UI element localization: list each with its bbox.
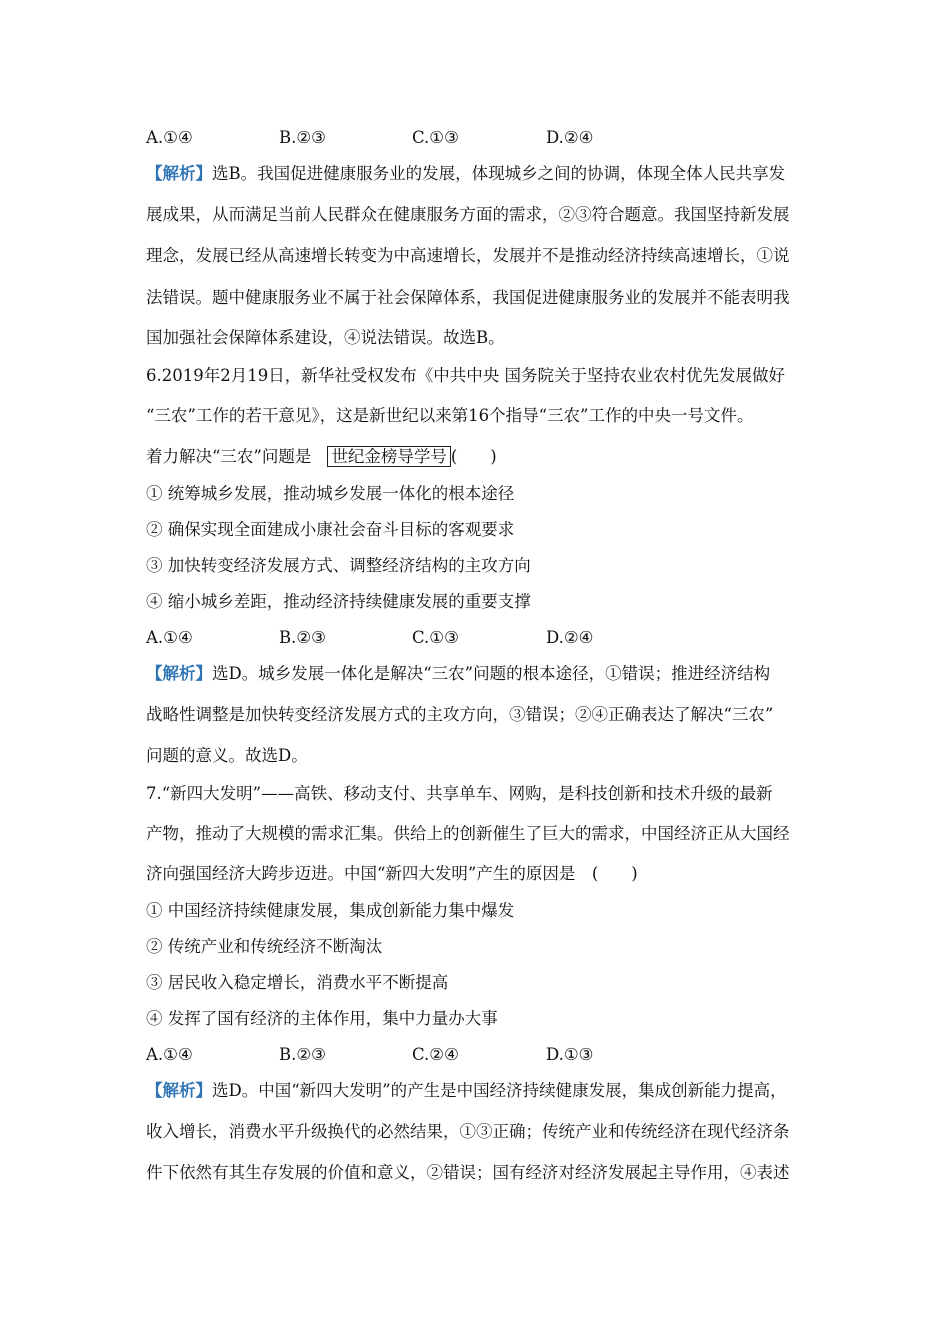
q7-item-2: ② 传统产业和传统经济不断淘汰 — [146, 937, 383, 956]
q5-analysis-line-3: 理念，发展已经从高速增长转变为中高速增长，发展并不是推动经济持续高速增长，①说 — [146, 246, 790, 265]
q6-item-3: ③ 加快转变经济发展方式、调整经济结构的主攻方向 — [146, 556, 531, 575]
q5-analysis-line-4: 法错误。题中健康服务业不属于社会保障体系，我国促进健康服务业的发展并不能表明我 — [146, 288, 790, 307]
q7-option-d: D.①③ — [546, 1045, 594, 1064]
q5-analysis-line-2: 展成果，从而满足当前人民群众在健康服务方面的需求，②③符合题意。我国坚持新发展 — [146, 205, 790, 224]
q6-stem-line-1: 6.2019年2月19日，新华社受权发布《中共中央 国务院关于坚持农业农村优先发展做好 — [146, 366, 785, 385]
q6-stem-line-3: 着力解决“三农”问题是 世纪金榜导学号 ( ) — [146, 447, 497, 466]
q6-analysis-line-3: 问题的意义。故选D。 — [146, 746, 308, 765]
q7-option-c: C.②④ — [412, 1045, 459, 1064]
q6-stem-line-2: “三农”工作的若干意见》，这是新世纪以来第16个指导“三农”工作的中央一号文件。 — [146, 406, 754, 425]
analysis-tag: 【解析】 — [146, 664, 212, 683]
q7-option-b: B.②③ — [279, 1045, 326, 1064]
q6-option-b: B.②③ — [279, 628, 326, 647]
q6-item-1: ① 统筹城乡发展，推动城乡发展一体化的根本途径 — [146, 484, 515, 503]
q5-option-b: B.②③ — [279, 128, 326, 147]
q7-analysis-line-3: 件下依然有其生存发展的价值和意义，②错误；国有经济对经济发展起主导作用，④表述 — [146, 1163, 790, 1182]
q7-analysis-line-2: 收入增长，消费水平升级换代的必然结果，①③正确；传统产业和传统经济在现代经济条 — [146, 1122, 790, 1141]
q5-option-d: D.②④ — [546, 128, 594, 147]
q7-item-3: ③ 居民收入稳定增长，消费水平不断提高 — [146, 973, 449, 992]
q5-analysis-line-5: 国加强社会保障体系建设，④说法错误。故选B。 — [146, 328, 505, 347]
q7-stem-line-2: 产物，推动了大规模的需求汇集。供给上的创新催生了巨大的需求，中国经济正从大国经 — [146, 824, 790, 843]
q5-option-c: C.①③ — [412, 128, 459, 147]
q6-option-d: D.②④ — [546, 628, 594, 647]
q7-item-1: ① 中国经济持续健康发展，集成创新能力集中爆发 — [146, 901, 515, 920]
q5-option-a: A.①④ — [146, 128, 193, 147]
q7-stem-line-1: 7.“新四大发明”——高铁、移动支付、共享单车、网购，是科技创新和技术升级的最新 — [146, 784, 773, 803]
analysis-tag: 【解析】 — [146, 164, 212, 183]
q6-option-a: A.①④ — [146, 628, 193, 647]
q6-option-c: C.①③ — [412, 628, 459, 647]
q6-analysis-line-2: 战略性调整是加快转变经济发展方式的主攻方向，③错误；②④正确表达了解决“三农” — [146, 705, 774, 724]
watermark-label: 世纪金榜导学号 — [327, 446, 451, 467]
q7-option-a: A.①④ — [146, 1045, 193, 1064]
q5-analysis-line-1: 【解析】选B。我国促进健康服务业的发展，体现城乡之间的协调，体现全体人民共享发 — [146, 164, 786, 183]
q6-item-4: ④ 缩小城乡差距，推动经济持续健康发展的重要支撑 — [146, 592, 531, 611]
q7-item-4: ④ 发挥了国有经济的主体作用，集中力量办大事 — [146, 1009, 498, 1028]
analysis-tag: 【解析】 — [146, 1081, 212, 1100]
q6-item-2: ② 确保实现全面建成小康社会奋斗目标的客观要求 — [146, 520, 515, 539]
q7-stem-line-3: 济向强国经济大跨步迈进。中国“新四大发明”产生的原因是 ( ) — [146, 864, 638, 883]
q7-analysis-line-1: 【解析】选D。中国“新四大发明”的产生是中国经济持续健康发展，集成创新能力提高， — [146, 1081, 787, 1100]
q6-analysis-line-1: 【解析】选D。城乡发展一体化是解决“三农”问题的根本途径，①错误；推进经济结构 — [146, 664, 771, 683]
